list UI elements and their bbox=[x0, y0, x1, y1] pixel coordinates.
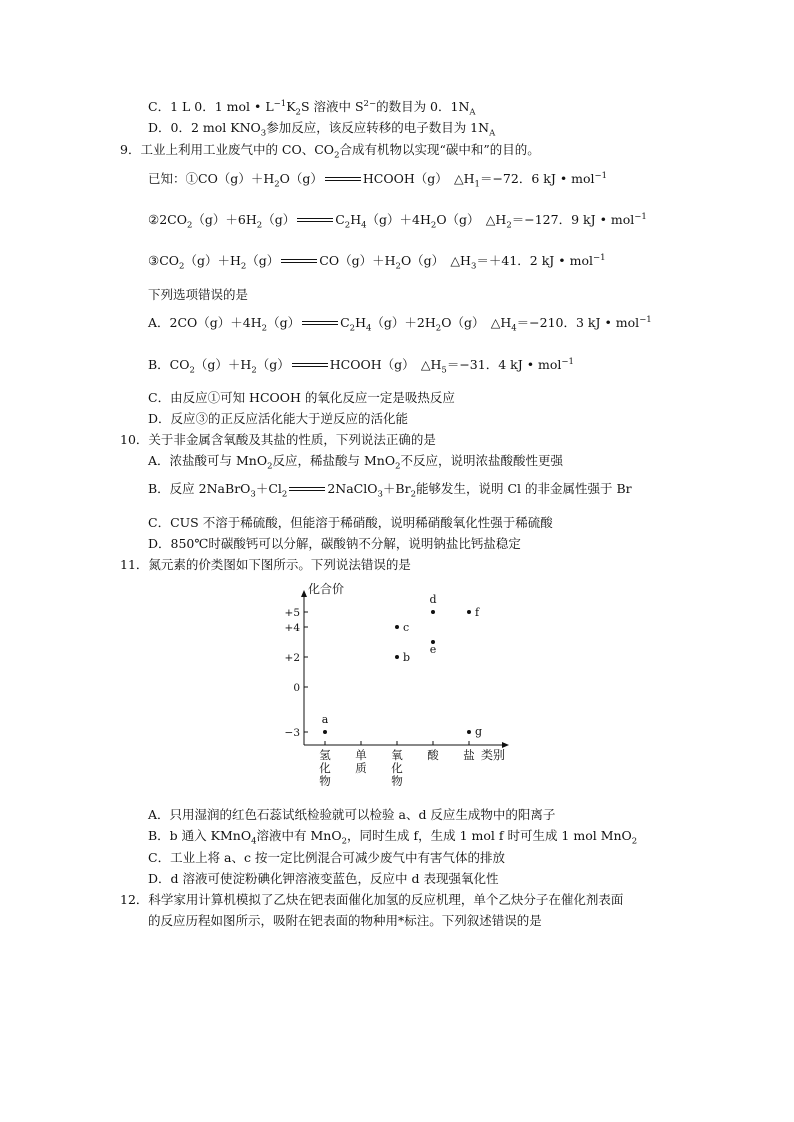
data-point-b bbox=[395, 655, 399, 659]
option-10a: A．浓盐酸可与 MnO$_2$反应，稀盐酸与 MnO$_2$不反应，说明浓盐酸酸性更强 bbox=[148, 453, 564, 472]
option-9b: B．$CO_2(g)+H_2(g)$ HCOOH（g） $\triangle H_5=-31$．4 kJ • mol$^{-1}$ bbox=[148, 356, 574, 376]
option-8d: D．0．2 mol $KNO_3$参加反应，该反应转移的电子数目为 $1N_A$ bbox=[148, 120, 496, 139]
question-11: 11．氮元素的价类图如下图所示。下列说法错误的是 bbox=[120, 557, 411, 572]
option-10b: B．反应 $2NaBrO_3+Cl_2$ $2NaClO_3+Br_2$能够发生，说明 Cl 的非金属性强于 Br bbox=[148, 481, 632, 500]
nitrogen-valence-chart bbox=[278, 580, 518, 788]
point-label-g: g bbox=[475, 725, 483, 738]
x-tick-label: 盐 bbox=[463, 748, 475, 762]
known-reaction-3: $③CO_2(g)+H_2(g)$ $CO(g)+H_2O(g)$ $\triangle H_3=+41$．2 kJ • mol$^{-1}$ bbox=[148, 252, 606, 272]
question-9-stem: 下列选项错误的是 bbox=[148, 287, 249, 302]
option-8c: C．1 L 0．1 mol • $L^{-1}K_2S$ 溶液中 $S^{2-}$的数目为 0．$1N_A$ bbox=[148, 98, 476, 118]
question-12-line-1: 12．科学家用计算机模拟了乙炔在钯表面催化加氢的反应机理，单个乙炔分子在催化剂表面 bbox=[120, 892, 624, 907]
option-9c: C．由反应①可知 HCOOH 的氧化反应一定是吸热反应 bbox=[148, 390, 455, 405]
question-12-line-2: 的反应历程如图所示，吸附在钯表面的物种用*标注。下列叙述错误的是 bbox=[148, 913, 542, 928]
known-reaction-1: 已知：$①CO(g)+H_2O(g)$ HCOOH（g） $\triangle H_1=-72$．6 kJ • mol$^{-1}$ bbox=[148, 170, 608, 190]
data-point-f bbox=[467, 610, 471, 614]
equals-sign-icon bbox=[290, 361, 330, 371]
x-tick-label: 酸 bbox=[427, 748, 439, 762]
x-tick-label: 氧化物 bbox=[391, 748, 403, 788]
data-point-d bbox=[431, 610, 435, 614]
y-tick-label: +2 bbox=[284, 652, 300, 664]
data-point-a bbox=[323, 730, 327, 734]
x-tick-label: 氢化物 bbox=[319, 748, 331, 788]
y-tick-label: −3 bbox=[284, 727, 300, 739]
y-axis-label: 化合价 bbox=[308, 582, 345, 596]
point-label-d: d bbox=[429, 593, 437, 606]
equals-sign-icon bbox=[279, 257, 319, 267]
equals-sign-icon bbox=[323, 175, 363, 185]
question-10: 10．关于非金属含氧酸及其盐的性质，下列说法正确的是 bbox=[120, 432, 436, 447]
option-11d: D．d 溶液可使淀粉碘化钾溶液变蓝色，反应中 d 表现强氧化性 bbox=[148, 871, 499, 886]
option-11a: A．只用湿润的红色石蕊试纸检验就可以检验 a、d 反应生成物中的阳离子 bbox=[148, 807, 556, 822]
option-10d: D．850℃时碳酸钙可以分解，碳酸钠不分解，说明钠盐比钙盐稳定 bbox=[148, 536, 521, 551]
option-9d: D．反应③的正反应活化能大于逆反应的活化能 bbox=[148, 411, 409, 426]
known-reaction-2: $②2CO_2(g)+6H_2(g)$ $C_2H_4(g)+4H_2O(g)$ $\triangle H_2=-127$．9 kJ • mol$^{-1}$ bbox=[148, 211, 647, 231]
y-tick-label: +4 bbox=[284, 622, 300, 634]
x-tick-label: 单质 bbox=[355, 748, 367, 775]
data-point-g bbox=[467, 730, 471, 734]
point-label-f: f bbox=[475, 606, 480, 619]
point-label-b: b bbox=[403, 651, 411, 664]
point-label-e: e bbox=[429, 643, 437, 656]
option-11c: C．工业上将 a、c 按一定比例混合可减少废气中有害气体的排放 bbox=[148, 850, 505, 865]
option-10c: C．CUS 不溶于稀硫酸，但能溶于稀硝酸，说明稀硝酸氧化性强于稀硫酸 bbox=[148, 515, 553, 530]
x-axis-label: 类别 bbox=[481, 748, 506, 762]
question-9: 9．工业上利用工业废气中的 CO、$CO_2$合成有机物以实现“碳中和”的目的。 bbox=[120, 142, 540, 161]
y-axis-arrow-icon bbox=[301, 590, 307, 597]
y-tick-label: 0 bbox=[293, 682, 300, 694]
equals-sign-icon bbox=[300, 319, 340, 329]
option-11b: B．b 通入 KMnO$_4$溶液中有 MnO$_2$，同时生成 f，生成 1 mol f 时可生成 1 mol MnO$_2$ bbox=[148, 828, 638, 847]
y-tick-label: +5 bbox=[284, 607, 300, 619]
point-label-a: a bbox=[321, 713, 329, 726]
data-point-c bbox=[395, 625, 399, 629]
equals-sign-icon bbox=[295, 216, 335, 226]
equals-sign-icon bbox=[287, 485, 327, 495]
point-label-c: c bbox=[403, 621, 410, 634]
option-9a: A．$2CO(g)+4H_2(g)$ $C_2H_4(g)+2H_2O(g)$ $\triangle H_4=-210$．3 kJ • mol$^{-1}$ bbox=[148, 314, 652, 334]
